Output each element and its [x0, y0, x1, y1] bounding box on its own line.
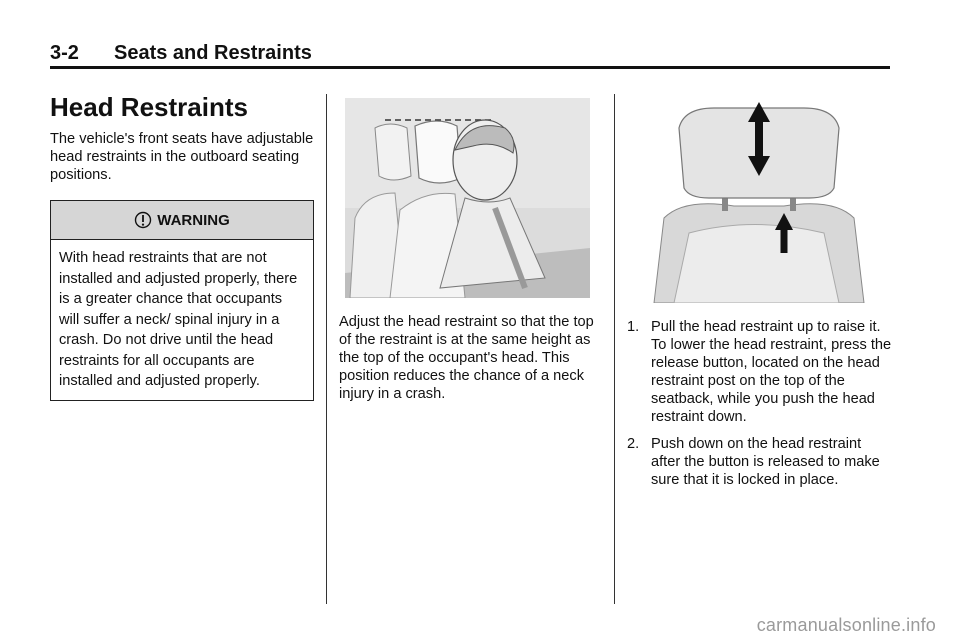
column-divider — [614, 94, 615, 604]
list-item — [627, 318, 892, 426]
step-number: 1. — [627, 319, 640, 335]
page-heading: Head Restraints — [50, 92, 248, 122]
column-divider — [326, 94, 327, 604]
caution-triangle-icon — [134, 211, 152, 229]
page-number: 3-2 — [50, 42, 79, 64]
list-item — [627, 435, 892, 489]
step-text: Pull the head restraint up to raise it. To lower the head restraint, press the release button, located on the head restraint post on the top of the seatback, while you push the head restraint down. — [651, 319, 892, 425]
step-text: Push down on the head restraint after the button is released to make sure that it is locked in place. — [651, 436, 880, 488]
warning-text: With head restraints that are not installed and adjusted properly, there is a greater chance that occupants will suffer a neck/ spinal injury in a crash. Do not drive until the head restraints for all occupants are installed and adjusted properly. — [59, 250, 298, 389]
warning-label: WARNING — [157, 211, 230, 229]
site-watermark: carmanualsonline.info — [756, 615, 936, 635]
warning-box — [50, 200, 314, 401]
step-number: 2. — [627, 436, 640, 452]
section-title: Seats and Restraints — [114, 42, 312, 64]
warning-header — [51, 201, 313, 240]
head-restraint-adjust-illustration — [644, 98, 874, 303]
figure1-caption: Adjust the head restraint so that the top of the restraint is at the same height as the top of the occupant's head. This position reduces the chance of a neck injury in a crash. — [339, 314, 594, 402]
page-header — [50, 40, 890, 69]
intro-paragraph: The vehicle's front seats have adjustable head restraints in the outboard seating positions. — [50, 131, 314, 183]
column-left — [50, 92, 315, 401]
instruction-steps — [627, 318, 892, 498]
occupant-head-restraint-illustration — [345, 98, 590, 298]
